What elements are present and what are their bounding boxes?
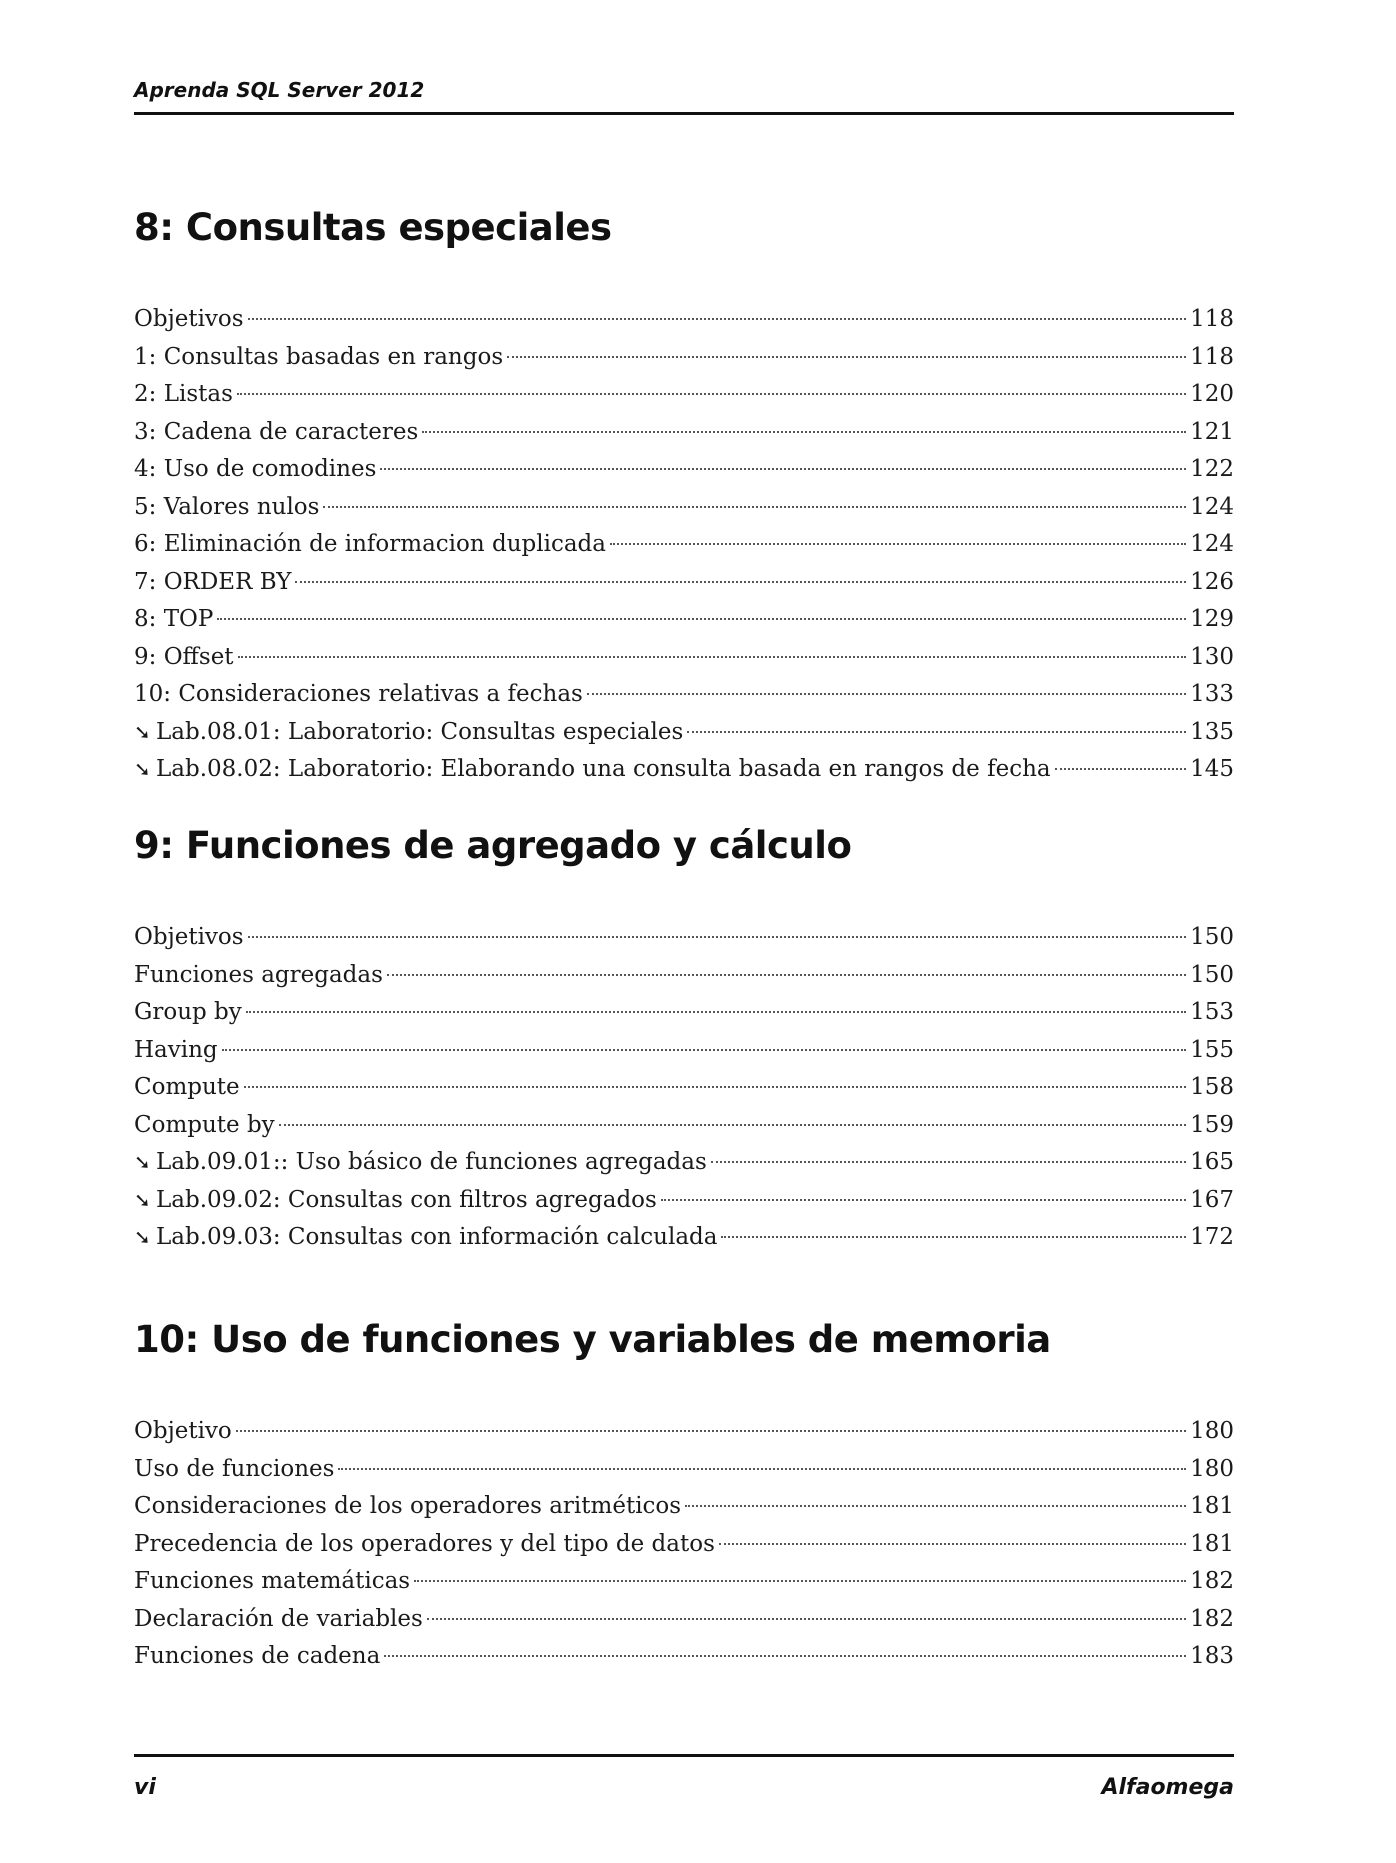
dot-leader bbox=[610, 543, 1186, 545]
entry-page-number: 124 bbox=[1190, 493, 1234, 520]
dot-leader bbox=[587, 693, 1186, 695]
chapter-title: 10: Uso de funciones y variables de memoria bbox=[134, 1318, 1051, 1361]
toc-list bbox=[134, 1413, 1234, 1676]
entry-page-number: 150 bbox=[1190, 961, 1234, 988]
toc-entry bbox=[134, 1107, 1234, 1145]
entry-title: Lab.08.01: Laboratorio: Consultas especiales bbox=[156, 718, 684, 745]
dot-leader bbox=[719, 1543, 1186, 1545]
entry-title: 1: Consultas basadas en rangos bbox=[134, 343, 504, 370]
entry-title: Uso de funciones bbox=[134, 1455, 335, 1482]
entry-title: Declaración de variables bbox=[134, 1605, 423, 1632]
entry-title: Objetivos bbox=[134, 306, 244, 332]
dot-leader bbox=[387, 974, 1186, 976]
toc-entry-lab bbox=[134, 751, 1234, 789]
footer-rule bbox=[134, 1754, 1234, 1757]
entry-title: 7: ORDER BY bbox=[134, 568, 292, 595]
arrow-down-right-icon: ➘ bbox=[134, 1187, 151, 1212]
dot-leader bbox=[238, 656, 1187, 658]
entry-title: Lab.09.02: Consultas con filtros agregados bbox=[156, 1186, 657, 1213]
entry-title: Consideraciones de los operadores aritméticos bbox=[134, 1493, 682, 1519]
dot-leader bbox=[248, 318, 1187, 320]
toc-entry bbox=[134, 376, 1234, 414]
entry-title: 2: Listas bbox=[134, 381, 233, 407]
entry-page-number: 172 bbox=[1190, 1224, 1234, 1250]
chapter-title: 8: Consultas especiales bbox=[134, 206, 612, 249]
dot-leader bbox=[380, 468, 1186, 470]
entry-page-number: 182 bbox=[1190, 1568, 1234, 1594]
dot-leader bbox=[246, 1011, 1186, 1013]
entry-title: Objetivo bbox=[134, 1418, 232, 1444]
arrow-down-right-icon: ➘ bbox=[134, 757, 151, 781]
toc-entry-lab bbox=[134, 1182, 1234, 1220]
dot-leader bbox=[237, 393, 1186, 395]
entry-title: 9: Offset bbox=[134, 643, 234, 670]
toc-entry bbox=[134, 1451, 1234, 1489]
entry-page-number: 180 bbox=[1190, 1455, 1234, 1482]
entry-title: Compute by bbox=[134, 1111, 275, 1138]
toc-entry bbox=[134, 414, 1234, 452]
toc-entry bbox=[134, 339, 1234, 377]
dot-leader bbox=[384, 1655, 1186, 1657]
toc-entry bbox=[134, 676, 1234, 714]
dot-leader bbox=[711, 1161, 1186, 1163]
entry-page-number: 135 bbox=[1190, 718, 1234, 745]
entry-page-number: 180 bbox=[1190, 1418, 1234, 1444]
toc-entry bbox=[134, 564, 1234, 602]
dot-leader bbox=[661, 1199, 1186, 1201]
dot-leader bbox=[338, 1468, 1186, 1470]
entry-title: Lab.09.03: Consultas con información calculada bbox=[156, 1224, 718, 1250]
entry-page-number: 145 bbox=[1190, 756, 1234, 782]
entry-page-number: 118 bbox=[1190, 306, 1234, 332]
header-rule bbox=[134, 112, 1234, 115]
page-number: vi bbox=[134, 1775, 156, 1800]
toc-entry bbox=[134, 1638, 1234, 1676]
dot-leader bbox=[244, 1086, 1186, 1088]
toc-entry bbox=[134, 1488, 1234, 1526]
dot-leader bbox=[721, 1236, 1186, 1238]
arrow-down-right-icon: ➘ bbox=[134, 1225, 151, 1249]
entry-page-number: 159 bbox=[1190, 1111, 1234, 1138]
toc-entry bbox=[134, 919, 1234, 957]
entry-page-number: 121 bbox=[1190, 418, 1234, 445]
dot-leader bbox=[222, 1049, 1186, 1051]
entry-page-number: 167 bbox=[1190, 1186, 1234, 1213]
chapter-9 bbox=[134, 823, 1234, 1257]
toc-entry-lab bbox=[134, 1219, 1234, 1257]
toc-list bbox=[134, 919, 1234, 1257]
toc-entry-lab bbox=[134, 714, 1234, 752]
entry-title: 3: Cadena de caracteres bbox=[134, 418, 419, 445]
toc-entry bbox=[134, 526, 1234, 564]
entry-page-number: 126 bbox=[1190, 568, 1234, 595]
dot-leader bbox=[685, 1505, 1186, 1507]
entry-page-number: 118 bbox=[1190, 343, 1234, 370]
entry-title: 5: Valores nulos bbox=[134, 493, 320, 520]
entry-title: 10: Consideraciones relativas a fechas bbox=[134, 681, 583, 707]
toc-entry-lab bbox=[134, 1144, 1234, 1182]
toc-entry bbox=[134, 1526, 1234, 1564]
entry-page-number: 129 bbox=[1190, 606, 1234, 632]
entry-page-number: 122 bbox=[1190, 456, 1234, 482]
entry-title: 4: Uso de comodines bbox=[134, 456, 377, 482]
dot-leader bbox=[427, 1618, 1186, 1620]
dot-leader bbox=[323, 506, 1186, 508]
entry-title: Funciones de cadena bbox=[134, 1643, 381, 1669]
arrow-down-right-icon: ➘ bbox=[134, 1150, 151, 1174]
entry-title: Lab.08.02: Laboratorio: Elaborando una consulta basada en rangos de fecha bbox=[156, 756, 1051, 782]
toc-entry bbox=[134, 994, 1234, 1032]
entry-page-number: 183 bbox=[1190, 1643, 1234, 1669]
chapter-title: 9: Funciones de agregado y cálculo bbox=[134, 824, 852, 867]
entry-page-number: 124 bbox=[1190, 531, 1234, 557]
toc-entry bbox=[134, 957, 1234, 995]
entry-page-number: 181 bbox=[1190, 1530, 1234, 1557]
dot-leader bbox=[248, 936, 1187, 938]
entry-page-number: 158 bbox=[1190, 1074, 1234, 1100]
toc-entry bbox=[134, 451, 1234, 489]
entry-title: Lab.09.01:: Uso básico de funciones agregadas bbox=[156, 1149, 707, 1175]
entry-page-number: 153 bbox=[1190, 999, 1234, 1025]
entry-page-number: 133 bbox=[1190, 681, 1234, 707]
dot-leader bbox=[279, 1124, 1186, 1126]
toc-entry bbox=[134, 301, 1234, 339]
entry-title: Funciones agregadas bbox=[134, 961, 383, 988]
chapter-8 bbox=[134, 205, 1234, 789]
entry-page-number: 165 bbox=[1190, 1149, 1234, 1175]
dot-leader bbox=[414, 1580, 1186, 1582]
entry-title: Funciones matemáticas bbox=[134, 1568, 411, 1594]
chapter-10 bbox=[134, 1317, 1234, 1676]
dot-leader bbox=[422, 431, 1186, 433]
dot-leader bbox=[236, 1430, 1186, 1432]
toc-entry bbox=[134, 1563, 1234, 1601]
dot-leader bbox=[687, 731, 1186, 733]
dot-leader bbox=[217, 618, 1186, 620]
entry-title: 8: TOP bbox=[134, 606, 214, 632]
entry-page-number: 155 bbox=[1190, 1036, 1234, 1063]
entry-page-number: 182 bbox=[1190, 1605, 1234, 1632]
toc-entry bbox=[134, 1069, 1234, 1107]
entry-page-number: 120 bbox=[1190, 381, 1234, 407]
entry-title: 6: Eliminación de informacion duplicada bbox=[134, 531, 606, 557]
toc-entry bbox=[134, 639, 1234, 677]
entry-title: Group by bbox=[134, 999, 242, 1025]
dot-leader bbox=[295, 581, 1186, 583]
entry-page-number: 181 bbox=[1190, 1493, 1234, 1519]
toc-list bbox=[134, 301, 1234, 789]
running-title: Aprenda SQL Server 2012 bbox=[134, 78, 425, 102]
entry-page-number: 150 bbox=[1190, 924, 1234, 950]
toc-entry bbox=[134, 1413, 1234, 1451]
entry-page-number: 130 bbox=[1190, 643, 1234, 670]
dot-leader bbox=[1055, 768, 1186, 770]
toc-entry bbox=[134, 1032, 1234, 1070]
entry-title: Objetivos bbox=[134, 924, 244, 950]
publisher-name: Alfaomega bbox=[1101, 1775, 1234, 1800]
entry-title: Precedencia de los operadores y del tipo de datos bbox=[134, 1530, 715, 1557]
toc-entry bbox=[134, 1601, 1234, 1639]
arrow-down-right-icon: ➘ bbox=[134, 719, 151, 744]
toc-entry bbox=[134, 601, 1234, 639]
entry-title: Compute bbox=[134, 1074, 240, 1100]
entry-title: Having bbox=[134, 1036, 218, 1063]
dot-leader bbox=[507, 356, 1186, 358]
toc-entry bbox=[134, 489, 1234, 527]
